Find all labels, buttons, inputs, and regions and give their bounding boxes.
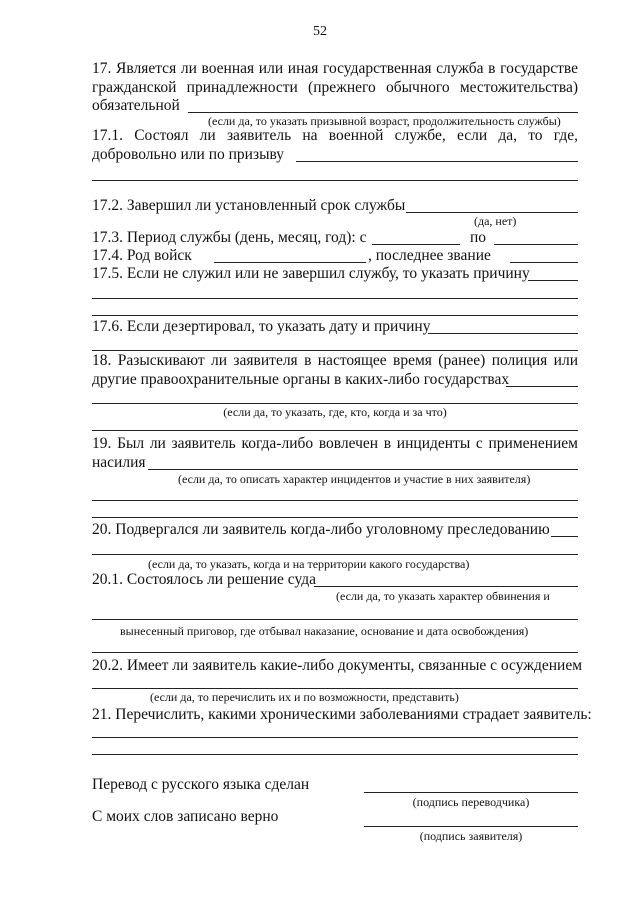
q17-5-answer-line-2[interactable] — [92, 298, 578, 299]
q17-1-line2: добровольно или по призыву — [92, 146, 285, 163]
q20-1-answer-line[interactable] — [314, 586, 578, 587]
q17-line1: 17. Является ли военная или иная государственная служба в государстве — [92, 60, 578, 77]
q17-3-to-line[interactable] — [494, 244, 578, 245]
q20-1-hint-1: (если да, то указать характер обвинения и — [336, 589, 550, 603]
q17-line2: гражданской принадлежности (прежнего обычного местожительства) — [92, 79, 578, 96]
page-number: 52 — [313, 24, 327, 39]
q17-1-answer-line[interactable] — [296, 161, 578, 162]
q17-5-answer-line[interactable] — [528, 280, 578, 281]
q17-2-answer-line[interactable] — [406, 212, 578, 213]
q21-answer-line-2[interactable] — [92, 754, 578, 755]
applicant-signature-line[interactable] — [364, 826, 578, 827]
q20-2-answer-line[interactable] — [92, 688, 578, 689]
q17-4-text: 17.4. Род войск — [92, 247, 192, 264]
q17-6-answer-line[interactable] — [428, 333, 578, 334]
q20-1-text: 20.1. Состоялось ли решение суда — [92, 571, 316, 588]
q18-answer-line-3[interactable] — [92, 430, 578, 431]
q20-text: 20. Подвергался ли заявитель когда-либо уголовному преследованию — [92, 521, 550, 538]
q17-line3: обязательной — [92, 97, 180, 114]
q17-3-from-line[interactable] — [372, 244, 460, 245]
q17-2-text: 17.2. Завершил ли установленный срок службы — [92, 197, 406, 214]
q17-1-answer-line-2[interactable] — [92, 180, 578, 181]
translator-signature-hint: (подпись переводчика) — [412, 795, 530, 809]
q17-6-text: 17.6. Если дезертировал, то указать дату и причину — [92, 318, 431, 335]
applicant-signature-hint: (подпись заявителя) — [419, 829, 523, 843]
q19-line1: 19. Был ли заявитель когда-либо вовлечен в инциденты с применением — [92, 435, 578, 452]
q19-answer-line[interactable] — [148, 469, 578, 470]
q20-2-text: 20.2. Имеет ли заявитель какие-либо документы, связанные с осуждением — [92, 657, 583, 674]
q17-hint: (если да, то указать призывной возраст, продолжительность службы) — [208, 114, 561, 128]
q20-answer-line-2[interactable] — [92, 554, 578, 555]
q19-line2: насилия — [92, 454, 146, 471]
q17-1-line1: 17.1. Состоял ли заявитель на военной службе, если да, то где, — [92, 127, 578, 144]
q17-2-hint: (да, нет) — [474, 214, 517, 228]
q20-1-answer-line-3[interactable] — [92, 652, 578, 653]
q17-4-branch-line[interactable] — [214, 262, 366, 263]
q20-1-answer-line-2[interactable] — [92, 619, 578, 620]
q17-3-text: 17.3. Период службы (день, месяц, год): с — [92, 229, 367, 246]
q20-hint: (если да, то указать, когда и на территории какого государства) — [148, 557, 470, 571]
verified-text: С моих слов записано верно — [92, 808, 279, 825]
q17-4-rank: , последнее звание — [368, 247, 491, 264]
translation-text: Перевод с русского языка сделан — [92, 776, 310, 793]
q19-answer-line-2[interactable] — [92, 500, 578, 501]
q17-3-to: по — [470, 229, 487, 246]
q20-1-hint-2: вынесенный приговор, где отбывал наказание, основание и дата освобождения) — [120, 624, 529, 638]
q17-5-answer-line-3[interactable] — [92, 315, 578, 316]
q21-answer-line[interactable] — [92, 737, 578, 738]
q18-line1: 18. Разыскивают ли заявителя в настоящее время (ранее) полиция или — [92, 352, 578, 369]
q17-6-answer-line-2[interactable] — [92, 350, 578, 351]
q18-answer-line-2[interactable] — [92, 403, 578, 404]
q21-text: 21. Перечислить, какими хроническими заболеваниями страдает заявитель: — [92, 706, 592, 723]
q19-hint: (если да, то описать характер инцидентов и участие в них заявителя) — [178, 472, 531, 486]
q20-2-hint: (если да, то перечислить их и по возможности, представить) — [150, 690, 459, 704]
translator-signature-line[interactable] — [364, 792, 578, 793]
q18-line2: другие правоохранительные органы в каких-либо государствах — [92, 371, 510, 388]
q20-answer-line[interactable] — [551, 536, 578, 537]
q17-answer-line[interactable] — [188, 112, 578, 113]
q18-hint: (если да, то указать, где, кто, когда и за что) — [223, 405, 447, 419]
q18-answer-line[interactable] — [506, 386, 578, 387]
q17-5-text: 17.5. Если не служил или не завершил службу, то указать причину — [92, 265, 530, 282]
q19-answer-line-3[interactable] — [92, 517, 578, 518]
q17-4-rank-line[interactable] — [510, 262, 578, 263]
